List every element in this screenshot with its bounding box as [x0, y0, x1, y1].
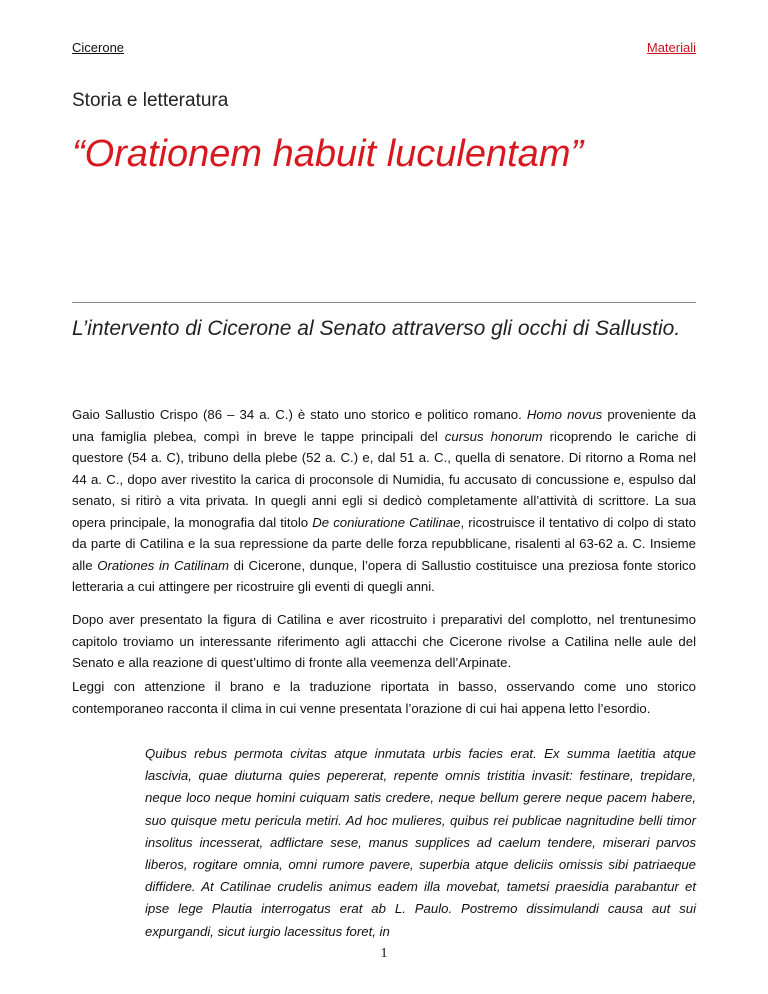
latin-quote: Quibus rebus permota civitas atque inmutata urbis facies erat. Ex summa laetitia atque lascivia, quae diuturna quies pepererat, repente omnis tristitia invasit: festinare, trepidare, neque loco neque homini cuiquam satis credere, neque bellum gerere neque pacem habere, suo quisque metu pericula metiri. Ad hoc mulieres, quibus rei publicae nagnitudine belli timor insolitus incesserat, adflictare sese, manus supplices ad caelum tendere, miserari parvos liberos, rogitare omnia, omni rumore pavere, superbia atque deliciis omissis sibi patriaeque diffidere. At Catilinae crudelis animus eadem illa movebat, tametsi praesidia parabantur et ipse lege Plautia interrogatus erat ab L. Paulo. Postremo dissimulandi causa aut sui expurgandi, sicut iurgio lacessitus foret, in [145, 746, 696, 939]
text-segment: Gaio Sallustio Crispo (86 – 34 a. C.) è stato uno storico e politico romano. [72, 407, 527, 422]
page-number: 1 [380, 946, 388, 961]
emphasis: Orationes in Catilinam [97, 557, 229, 573]
text-segment: , ricostruisce il tentativo di colpo di stato da parte di Catilina e la sua repressione da parte delle forza repubblicane, risalenti al 63-62 a. C. Insieme alle [72, 514, 696, 573]
section-label: Storia e letteratura [72, 90, 229, 111]
header-right-label: Materiali [646, 40, 696, 55]
context-paragraph: Dopo aver presentato la figura di Catilina e aver ricostruito i preparativi del complotto, nel trentunesimo capitolo troviamo un interessante riferimento agli attacchi che Cicerone rivolse a Catilina nelle aule del Senato e alla reazione di quest’ultimo di fronte alla veemenza dell’Arpinate. [72, 612, 696, 670]
emphasis: De coniuratione Catilinae [312, 514, 461, 530]
intro-paragraph [72, 404, 696, 598]
text-segment: ricoprendo le cariche di questore (54 a. C), tribuno della plebe (52 a. C.) e, dal 51 a. C., quella di senatore. Di ritorno a Roma nel 44 a. C., dopo aver rivestito la carica di proconsole di Numidia, fu accusato di concussione e, espulso dal senato, si ritirò a vita privata. In quegli anni egli si dedicò completamente all’attività di scrittore. La sua opera principale, la monografia dal titolo [72, 428, 696, 530]
text-segment: di Cicerone, dunque, l’opera di Sallustio costituisce una preziosa fonte storico letteraria a cui attingere per ricostruire gli eventi di quegli anni. [72, 557, 696, 594]
emphasis: Homo novus [526, 407, 603, 422]
text-segment: proveniente da una famiglia plebea, compì in breve le tappe principali del [72, 407, 696, 444]
page-title: “Orationem habuit luculentam” [72, 133, 584, 175]
header-left-label: Cicerone [72, 40, 125, 55]
emphasis: cursus honorum [444, 428, 543, 444]
title-divider [72, 302, 696, 303]
instruction-paragraph: Leggi con attenzione il brano e la traduzione riportata in basso, osservando come uno storico contemporaneo racconta il clima in cui venne presentata l’orazione di cui hai appena letto l’esordio. [72, 679, 696, 716]
subtitle: L’intervento di Cicerone al Senato attraverso gli occhi di Sallustio. [72, 317, 681, 340]
